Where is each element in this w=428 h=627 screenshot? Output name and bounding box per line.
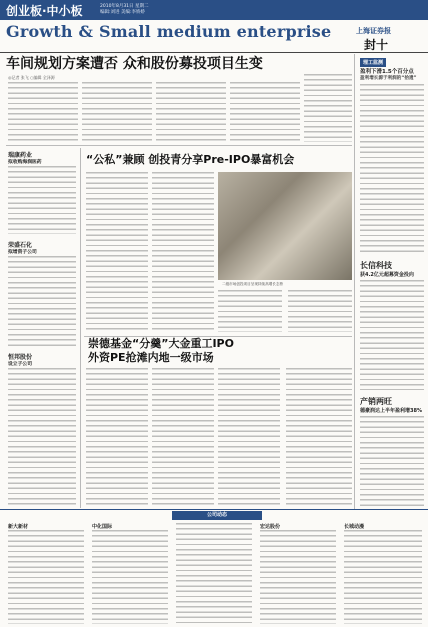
feature-text-col1 xyxy=(86,172,148,332)
left-h2: 荣盛石化 xyxy=(8,242,33,249)
issue-date: 2010年8月31日 星期二 xyxy=(100,4,149,9)
feature-text-col2 xyxy=(152,172,214,332)
masthead-meta xyxy=(100,4,170,16)
second-text-col1 xyxy=(86,368,148,506)
lead-text-col4 xyxy=(230,82,300,142)
left-col-divider xyxy=(80,148,81,508)
bottom-text-3 xyxy=(176,523,252,624)
bottom-rule xyxy=(0,509,428,510)
feature-text-col4 xyxy=(288,290,352,332)
left-text-2 xyxy=(8,256,76,346)
english-title: Growth & Small medium enterprise xyxy=(6,22,332,41)
right-tag: 理工监测 xyxy=(360,58,386,67)
feature-caption: 二级市场创投项目呈现持续高增长态势 xyxy=(222,282,284,286)
left-h3b: 设立子公司 xyxy=(8,362,32,367)
second-headline-line1: 崇德基金“分羹”大金重工IPO xyxy=(88,337,234,350)
right-h1b: 盈利增长源于利润的“拾遗” xyxy=(360,76,417,81)
bottom-c3-title: 宏达股份 xyxy=(260,524,281,530)
left-h3: 恒邦股份 xyxy=(8,354,33,361)
left-h1b: 拟收购海润医药 xyxy=(8,160,42,165)
paper-name: 上海证券报 xyxy=(356,26,391,35)
second-text-col2 xyxy=(152,368,214,506)
editor-line: 编辑:刘进 美编:李娇娇 xyxy=(100,10,145,15)
page-number: 封十 xyxy=(364,38,389,52)
feature-text-col3 xyxy=(218,290,282,332)
lead-headline: 车间规划方案遭否 众和股份募投项目生变 xyxy=(6,56,263,72)
right-h2b: 获4.2亿元超募资金投向 xyxy=(360,272,414,278)
second-headline-line2: 外资PE抢滩内地一级市场 xyxy=(88,351,214,364)
lead-text-col5 xyxy=(304,74,352,142)
lead-text-col1 xyxy=(8,82,78,142)
lead-text-col3 xyxy=(156,82,226,142)
right-text-1 xyxy=(360,84,424,254)
right-h1: 盈利下滑1.5个百分点 xyxy=(360,69,414,75)
right-text-2 xyxy=(360,280,424,390)
bottom-c1-title: 新大新材 xyxy=(8,524,29,530)
right-text-3 xyxy=(360,416,424,506)
section-title: 创业板·中小板 xyxy=(6,4,83,18)
left-h1: 瑞康药业 xyxy=(8,152,33,159)
left-text-3 xyxy=(8,368,76,506)
feature-headline: “公私”兼顾 创投青分享Pre-IPO暴富机会 xyxy=(86,153,295,166)
left-h2b: 拟增资子公司 xyxy=(8,250,37,255)
lead-rule xyxy=(6,145,352,146)
right-col-divider xyxy=(354,54,355,509)
right-h3: 产销两旺 xyxy=(360,397,392,406)
lead-text-col2 xyxy=(82,82,152,142)
bottom-text-4 xyxy=(260,530,336,624)
left-text-1 xyxy=(8,166,76,234)
feature-photo xyxy=(218,172,352,280)
right-h2: 长信科技 xyxy=(360,261,392,270)
lead-byline: ◎记者 张飞 ○编辑 全泽源 xyxy=(8,75,55,80)
bottom-c2-title: 中化国际 xyxy=(92,524,113,530)
right-h3b: 德豪润达上半年盈利增38% xyxy=(360,408,422,414)
second-text-col3 xyxy=(218,368,280,506)
masthead-rule xyxy=(0,52,428,53)
bottom-text-2 xyxy=(92,530,168,624)
bottom-band: 公司动态 xyxy=(172,511,262,520)
bottom-text-1 xyxy=(8,530,84,624)
bottom-text-5 xyxy=(344,530,422,624)
bottom-c4-title: 长城动漫 xyxy=(344,524,365,530)
second-text-col4 xyxy=(286,368,352,506)
